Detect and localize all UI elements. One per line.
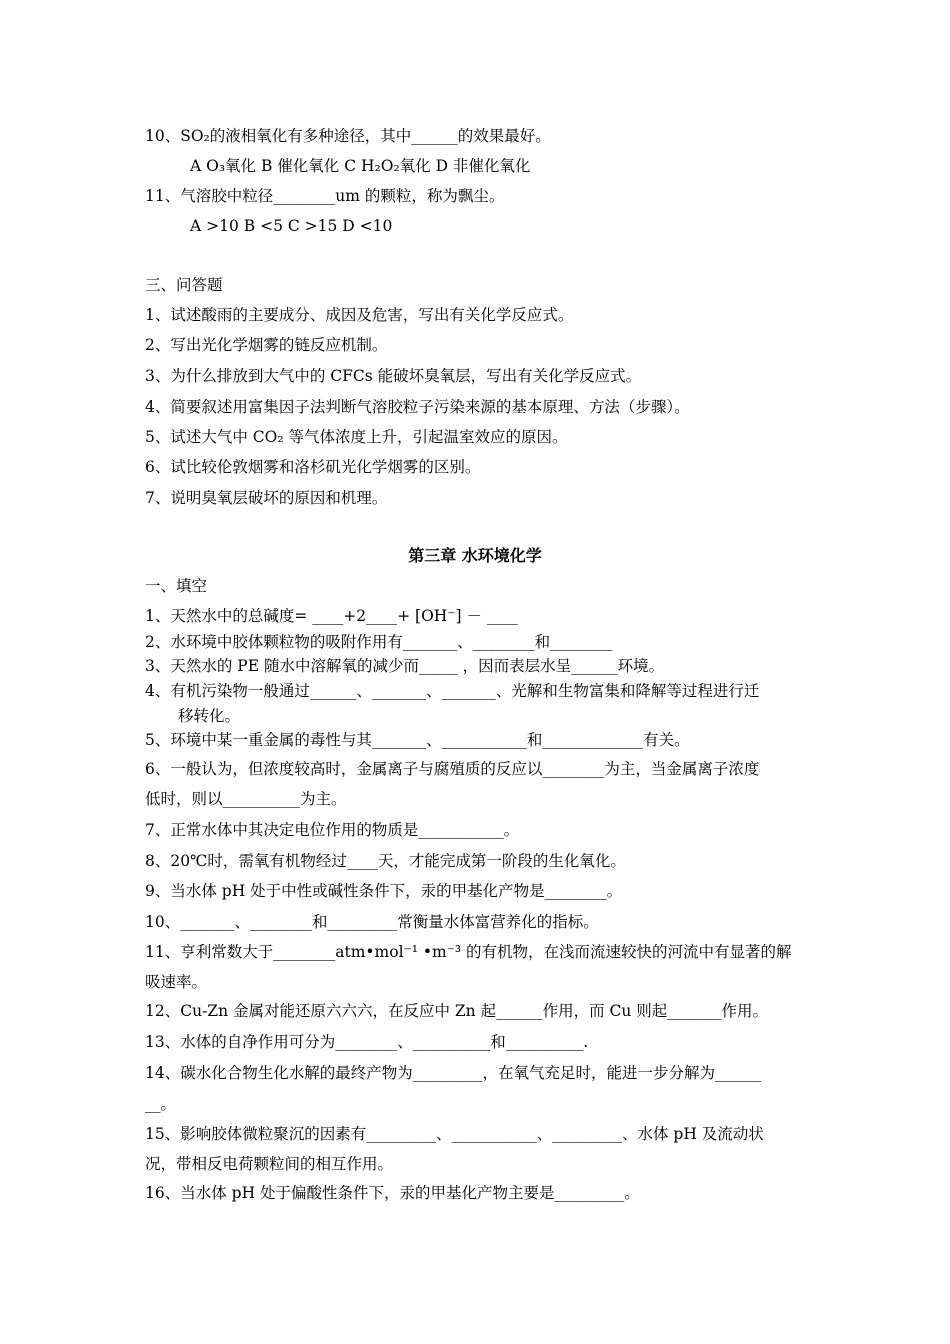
section-heading-fill: 一、填空	[145, 577, 208, 595]
section-heading-qa: 三、问答题	[145, 276, 223, 294]
fill-item: 13、水体的自净作用可分为________、__________和__________.	[145, 1033, 589, 1051]
fill-item-continuation: 移转化。	[178, 707, 241, 725]
qa-item: 2、写出光化学烟雾的链反应机制。	[145, 336, 388, 354]
qa-item: 1、试述酸雨的主要成分、成因及危害，写出有关化学反应式。	[145, 306, 574, 324]
question-10-options: A O₃氧化 B 催化氧化 C H₂O₂氧化 D 非催化氧化	[190, 157, 531, 175]
qa-item: 5、试述大气中 CO₂ 等气体浓度上升，引起温室效应的原因。	[145, 428, 568, 446]
fill-item: 9、当水体 pH 处于中性或碱性条件下，汞的甲基化产物是________。	[145, 882, 623, 900]
fill-item: 10、_______、________和_________常衡量水体富营养化的指标。	[145, 913, 599, 931]
fill-item: 2、水环境中胶体颗粒物的吸附作用有_______、________和________	[145, 633, 613, 651]
fill-item: 1、天然水中的总碱度= ____+2____+ [OH⁻] － ____	[145, 607, 518, 625]
chapter-title: 第三章 水环境化学	[408, 546, 542, 565]
fill-item-continuation: 况，带相反电荷颗粒间的相互作用。	[145, 1155, 394, 1173]
question-11: 11、气溶胶中粒径________um 的颗粒，称为飘尘。	[145, 187, 505, 205]
fill-item: 5、环境中某一重金属的毒性与其_______、___________和_____________有关。	[145, 731, 690, 749]
fill-item: 12、Cu-Zn 金属对能还原六六六，在反应中 Zn 起______作用，而 Cu 则起_______作用。	[145, 1002, 769, 1020]
qa-item: 6、试比较伦敦烟雾和洛杉矶光化学烟雾的区别。	[145, 458, 481, 476]
fill-item: 16、当水体 pH 处于偏酸性条件下，汞的甲基化产物主要是_________。	[145, 1184, 640, 1202]
fill-item-continuation: 低时，则以__________为主。	[145, 790, 347, 808]
fill-item: 14、碳水化合物生化水解的最终产物为_________，在氧气充足时，能进一步分解为______	[145, 1064, 762, 1082]
fill-item: 7、正常水体中其决定电位作用的物质是___________。	[145, 821, 520, 839]
question-10: 10、SO₂的液相氧化有多种途径，其中______的效果最好。	[145, 127, 551, 145]
question-11-options: A >10 B <5 C >15 D <10	[190, 217, 393, 235]
qa-item: 3、为什么排放到大气中的 CFCs 能破坏臭氧层，写出有关化学反应式。	[145, 367, 642, 385]
fill-item: 4、有机污染物一般通过______、_______、_______、光解和生物富集和降解等过程进行迁	[145, 682, 760, 700]
qa-item: 4、简要叙述用富集因子法判断气溶胶粒子污染来源的基本原理、方法（步骤）。	[145, 398, 690, 416]
fill-item: 8、20℃时，需氧有机物经过____天，才能完成第一阶段的生化氧化。	[145, 852, 626, 870]
fill-item-continuation: __。	[145, 1095, 177, 1113]
fill-item-continuation: 吸速率。	[145, 973, 208, 991]
qa-item: 7、说明臭氧层破坏的原因和机理。	[145, 489, 388, 507]
fill-item: 6、一般认为，但浓度较高时，金属离子与腐殖质的反应以________为主，当金属离子浓度	[145, 760, 760, 778]
fill-item: 11、亨利常数大于________atm•mol⁻¹ •m⁻³ 的有机物，在浅而流速较快的河流中有显著的解	[145, 943, 792, 961]
fill-item: 15、影响胶体微粒聚沉的因素有_________、___________、_________、水体 pH 及流动状	[145, 1125, 764, 1143]
fill-item: 3、天然水的 PE 随水中溶解氧的减少而_____ ，因而表层水呈______环境。	[145, 657, 665, 675]
